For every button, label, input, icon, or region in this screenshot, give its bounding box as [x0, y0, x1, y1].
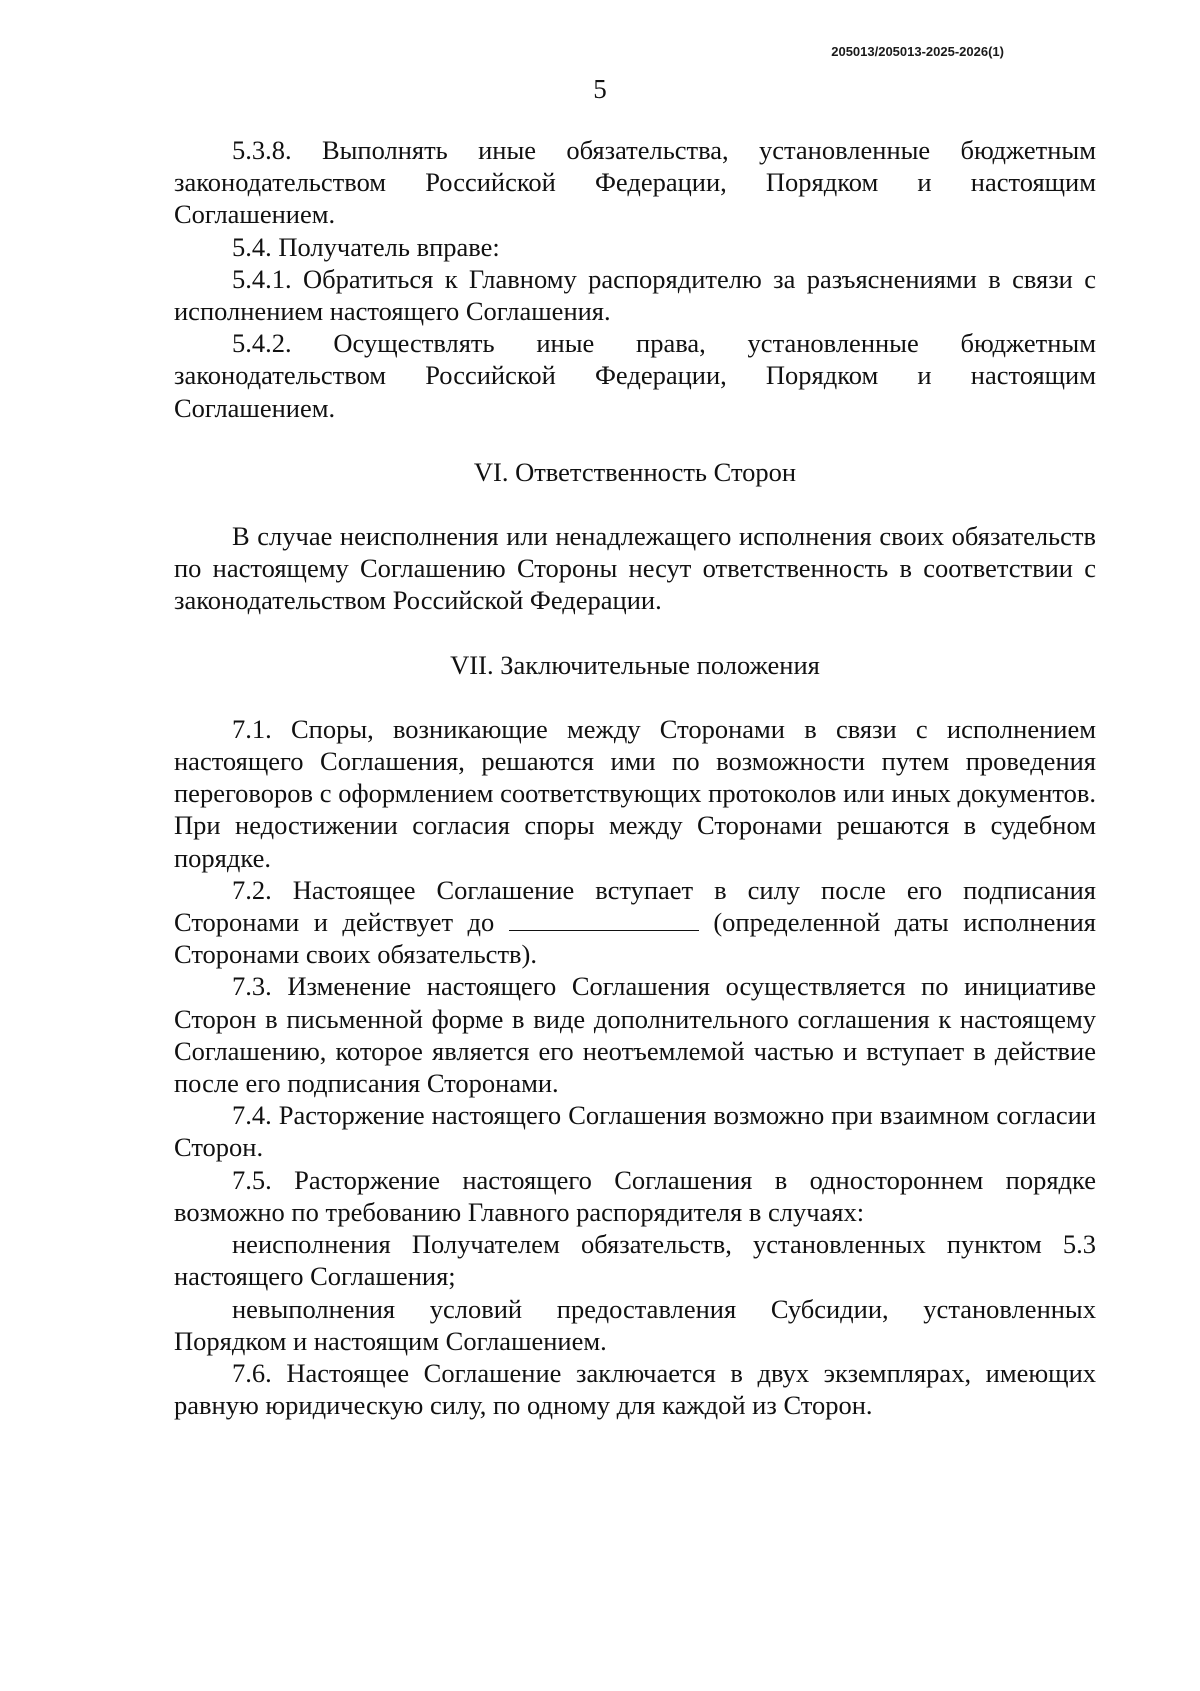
clause-7-6: 7.6. Настоящее Соглашение заключается в двух экземплярах, имеющих равную юридическую силу, по одному для каждой из Сторон.	[174, 1357, 1096, 1421]
clause-7-5: 7.5. Расторжение настоящего Соглашения в одностороннем порядке возможно по требованию Главного распорядителя в случаях:	[174, 1164, 1096, 1227]
clause-7-2-text-after: (определенной даты исполнения Сторонами своих обязательств).	[174, 907, 1096, 970]
date-blank-line	[509, 908, 699, 931]
clause-7-5-case-a: неисполнения Получателем обязательств, установленных пунктом 5.3 настоящего Соглашения;	[174, 1229, 1096, 1292]
clause-7-1: 7.1. Споры, возникающие между Сторонами в связи с исполнением настоящего Соглашения, решаются ими по возможности путем проведения переговоров с оформлением соответствующих протоколов или иных документов. При недостижении согласия споры между Сторонами решаются в судебном порядке.	[174, 713, 1096, 873]
page-number: 5	[593, 74, 607, 104]
clause-5-4: 5.4. Получатель вправе:	[232, 231, 500, 262]
section-heading-6: VI. Ответственность Сторон	[473, 456, 797, 487]
document-body	[174, 134, 1096, 1421]
clause-6: В случае неисполнения или ненадлежащего исполнения своих обязательств по настоящему Соглашению Стороны несут ответственность в соответствии с законодательством Российской Федерации.	[174, 521, 1096, 616]
clause-7-5-case-b: невыполнения условий предоставления Субсидии, установленных Порядком и настоящим Соглашением.	[174, 1293, 1096, 1356]
clause-7-3: 7.3. Изменение настоящего Соглашения осуществляется по инициативе Сторон в письменной форме в виде дополнительного соглашения к настоящему Соглашению, которое является его неотъемлемой частью и вступает в действие после его подписания Сторонами.	[174, 971, 1096, 1099]
document-id: 205013/205013-2025-2026(1)	[831, 44, 1004, 59]
clause-7-2-text-before: 7.2. Настоящее Соглашение вступает в силу после его подписания Сторонами и действует до	[174, 874, 1096, 938]
clause-7-2	[174, 874, 1096, 971]
section-heading-7: VII. Заключительные положения	[450, 649, 820, 680]
clause-5-3-8: 5.3.8. Выполнять иные обязательства, установленные бюджетным законодательством Российской Федерации, Порядком и настоящим Соглашением.	[174, 135, 1096, 230]
clause-7-4: 7.4. Расторжение настоящего Соглашения возможно при взаимном согласии Сторон.	[174, 1100, 1096, 1163]
clause-5-4-2: 5.4.2. Осуществлять иные права, установленные бюджетным законодательством Российской Федерации, Порядком и настоящим Соглашением.	[174, 328, 1096, 423]
clause-5-4-1: 5.4.1. Обратиться к Главному распорядителю за разъяснениями в связи с исполнением настоящего Соглашения.	[174, 263, 1096, 327]
